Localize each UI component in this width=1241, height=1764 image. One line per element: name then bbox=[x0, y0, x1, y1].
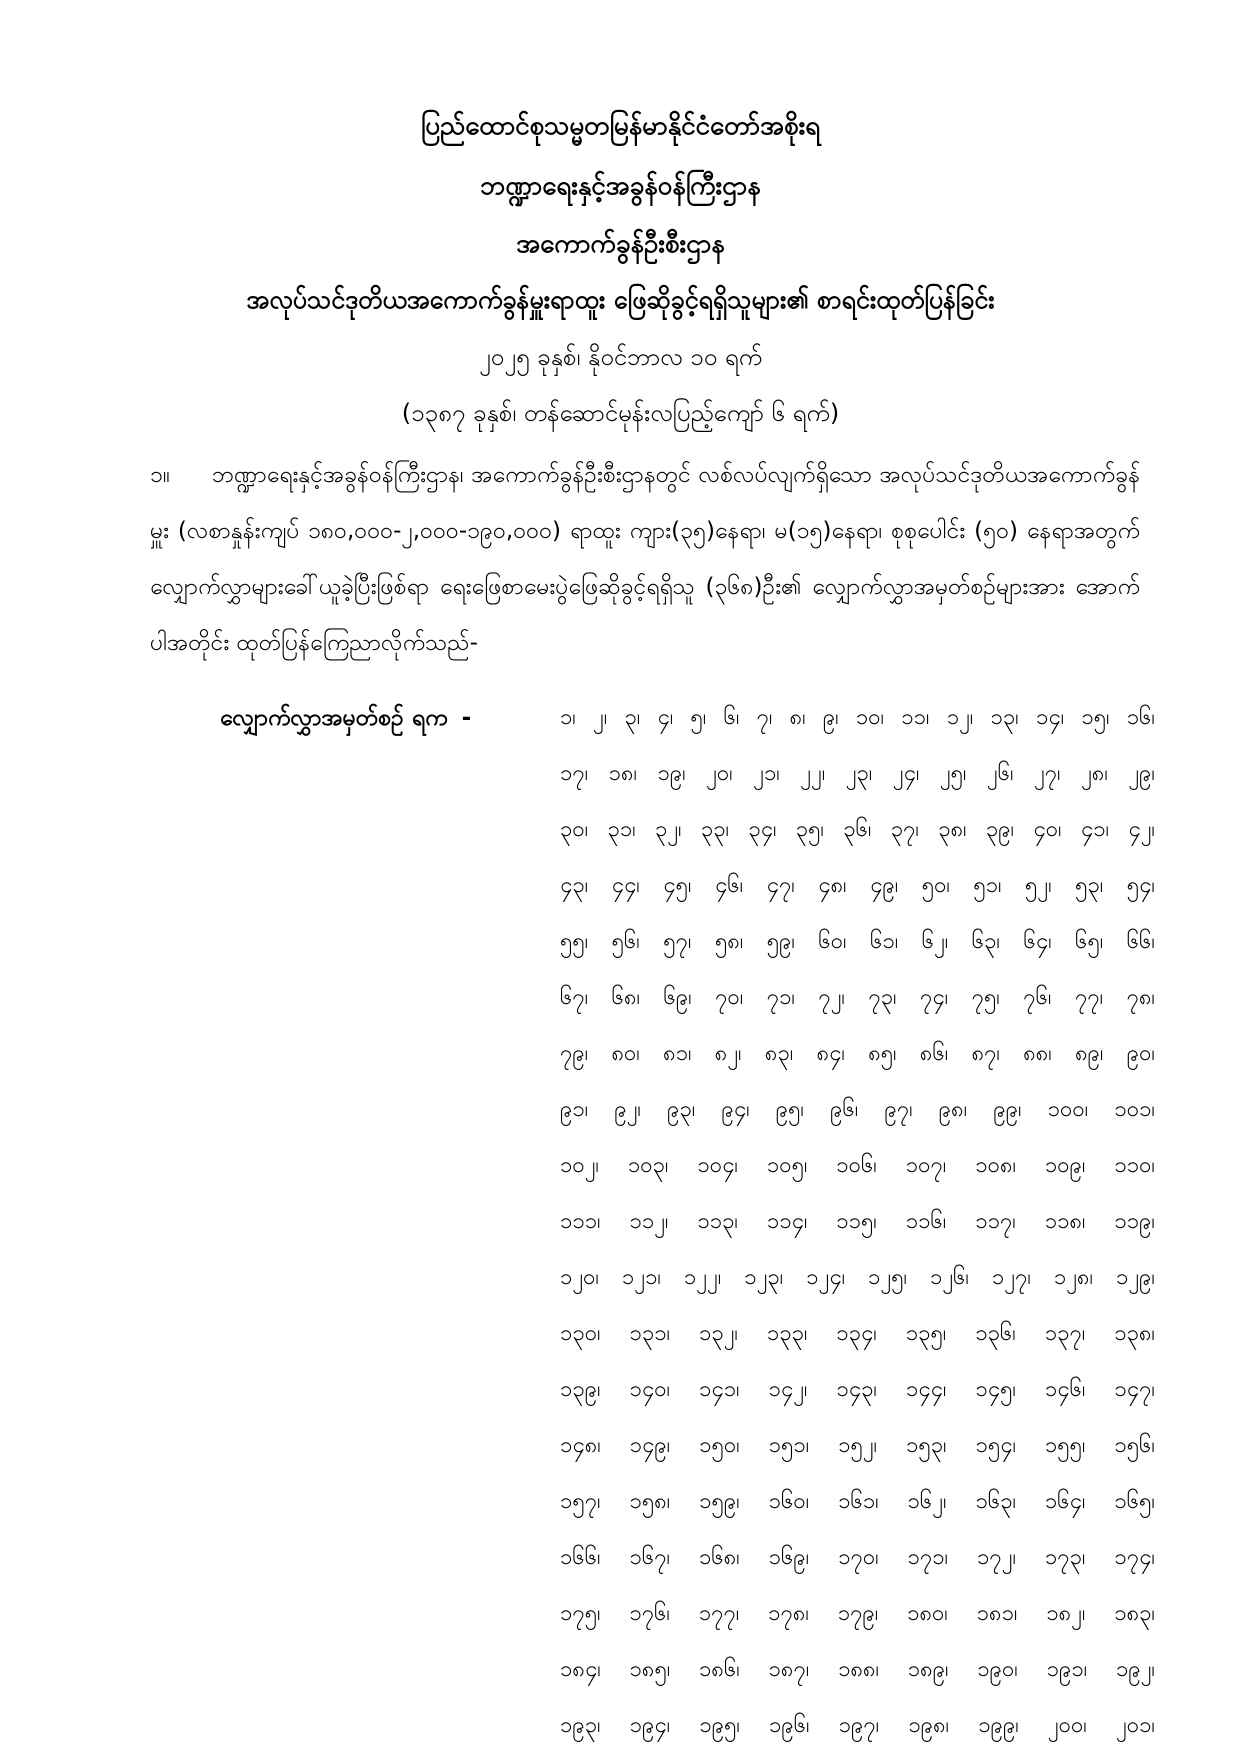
gregorian-date: ၂၀၂၅ ခုနှစ်၊ နိုဝင်ဘာလ ၁၀ ရက် bbox=[478, 343, 763, 371]
application-number-line: ၁၉၃၊ ၁၉၄၊ ၁၉၅၊ ၁၉၆၊ ၁၉၇၊ ၁၉၈၊ ၁၉၉၊ ၂၀၀၊ ၂၀၁၊ bbox=[560, 1713, 1155, 1738]
application-number-line: ၁၇၅၊ ၁၇၆၊ ၁၇၇၊ ၁၇၈၊ ၁၇၉၊ ၁၈၀၊ ၁၈၁၊ ၁၈၂၊ ၁၈၃၊ bbox=[560, 1601, 1155, 1626]
application-number-line: ၅၅၊ ၅၆၊ ၅၇၊ ၅၈၊ ၅၉၊ ၆၀၊ ၆၁၊ ၆၂၊ ၆၃၊ ၆၄၊ ၆၅၊ ၆၆၊ bbox=[560, 929, 1155, 954]
list-label-text: လျှောက်လွှာအမှတ်စဉ် ရက bbox=[220, 705, 448, 731]
application-number-line: ၁၊ ၂၊ ၃၊ ၄၊ ၅၊ ၆၊ ၇၊ ၈၊ ၉၊ ၁၀၊ ၁၁၊ ၁၂၊ ၁၃၊ ၁၄၊ ၁၅၊ ၁၆၊ bbox=[560, 705, 1155, 730]
application-number-line: ၄၃၊ ၄၄၊ ၄၅၊ ၄၆၊ ၄၇၊ ၄၈၊ ၄၉၊ ၅၀၊ ၅၁၊ ၅၂၊ ၅၃၊ ၅၄၊ bbox=[560, 873, 1155, 898]
paragraph-number: ၁။ bbox=[150, 462, 170, 488]
application-number-list bbox=[560, 700, 1155, 1764]
application-number-line: ၆၇၊ ၆၈၊ ၆၉၊ ၇၀၊ ၇၁၊ ၇၂၊ ၇၃၊ ၇၄၊ ၇၅၊ ၇၆၊ ၇၇၊ ၇၈၊ bbox=[560, 985, 1155, 1010]
ministry-title: ဘဏ္ဍာရေးနှင့်အခွန်ဝန်ကြီးဌာန bbox=[480, 171, 761, 201]
application-number-line: ၁၁၁၊ ၁၁၂၊ ၁၁၃၊ ၁၁၄၊ ၁၁၅၊ ၁၁၆၊ ၁၁၇၊ ၁၁၈၊ ၁၁၉၊ bbox=[560, 1209, 1155, 1234]
application-number-line: ၁၇၊ ၁၈၊ ၁၉၊ ၂၀၊ ၂၁၊ ၂၂၊ ၂၃၊ ၂၄၊ ၂၅၊ ၂၆၊ ၂၇၊ ၂၈၊ ၂၉၊ bbox=[560, 761, 1155, 786]
application-number-line: ၇၉၊ ၈၀၊ ၈၁၊ ၈၂၊ ၈၃၊ ၈၄၊ ၈၅၊ ၈၆၊ ၈၇၊ ၈၈၊ ၈၉၊ ၉၀၊ bbox=[560, 1041, 1155, 1066]
application-number-label bbox=[220, 700, 536, 736]
myanmar-date: (၁၃၈၇ ခုနှစ်၊ တန်ဆောင်မုန်းလပြည့်ကျော် ၆ ရက်) bbox=[401, 399, 840, 427]
application-number-line: ၁၆၆၊ ၁၆၇၊ ၁၆၈၊ ၁၆၉၊ ၁၇၀၊ ၁၇၁၊ ၁၇၂၊ ၁၇၃၊ ၁၇၄၊ bbox=[560, 1545, 1155, 1570]
application-number-line: ၁၃၀၊ ၁၃၁၊ ၁၃၂၊ ၁၃၃၊ ၁၃၄၊ ၁၃၅၊ ၁၃၆၊ ၁၃၇၊ ၁၃၈၊ bbox=[560, 1321, 1155, 1346]
paragraph-text: ဘဏ္ဍာရေးနှင့်အခွန်ဝန်ကြီးဌာန၊ အကောက်ခွန်ဦးစီးဌာနတွင် လစ်လပ်လျက်ရှိသော အလုပ်သင်ဒုတိယအကောက်ခွန်မှူး (လစာနှုန်းကျပ် ၁၈၀,၀၀၀-၂,၀၀၀-၁၉၀,၀၀၀) ရာထူး ကျား(၃၅)နေရာ၊ မ(၁၅)နေရာ၊ စုစုပေါင်း (၅၀) နေရာအတွက် လျှောက်လွှာများခေါ်ယူခဲ့ပြီးဖြစ်ရာ ရေးဖြေစာမေးပွဲဖြေဆိုခွင့်ရရှိသူ (၃၆၈)ဦး၏ လျှောက်လွှာအမှတ်စဉ်များအား အောက်ပါအတိုင်း ထုတ်ပြန်ကြေညာလိုက်သည်- bbox=[150, 462, 1140, 656]
application-number-line: ၁၃၉၊ ၁၄၀၊ ၁၄၁၊ ၁၄၂၊ ၁၄၃၊ ၁၄၄၊ ၁၄၅၊ ၁၄၆၊ ၁၄၇၊ bbox=[560, 1377, 1155, 1402]
application-number-line: ၁၀၂၊ ၁၀၃၊ ၁၀၄၊ ၁၀၅၊ ၁၀၆၊ ၁၀၇၊ ၁၀၈၊ ၁၀၉၊ ၁၁၀၊ bbox=[560, 1153, 1155, 1178]
application-number-line: ၃၀၊ ၃၁၊ ၃၂၊ ၃၃၊ ၃၄၊ ၃၅၊ ၃၆၊ ၃၇၊ ၃၈၊ ၃၉၊ ၄၀၊ ၄၁၊ ၄၂၊ bbox=[560, 817, 1155, 842]
application-number-line: ၁၅၇၊ ၁၅၈၊ ၁၅၉၊ ၁၆၀၊ ၁၆၁၊ ၁၆၂၊ ၁၆၃၊ ၁၆၄၊ ၁၆၅၊ bbox=[560, 1489, 1155, 1514]
application-number-line: ၁၈၄၊ ၁၈၅၊ ၁၈၆၊ ၁၈၇၊ ၁၈၈၊ ၁၈၉၊ ၁၉၀၊ ၁၉၁၊ ၁၉၂၊ bbox=[560, 1657, 1155, 1682]
application-number-line: ၁၂၀၊ ၁၂၁၊ ၁၂၂၊ ၁၂၃၊ ၁၂၄၊ ၁၂၅၊ ၁၂၆၊ ၁၂၇၊ ၁၂၈၊ ၁၂၉၊ bbox=[560, 1265, 1155, 1290]
application-number-line: ၁၄၈၊ ၁၄၉၊ ၁၅၀၊ ၁၅၁၊ ၁၅၂၊ ၁၅၃၊ ၁၅၄၊ ၁၅၅၊ ၁၅၆၊ bbox=[560, 1433, 1155, 1458]
list-label-dash: - bbox=[461, 705, 472, 731]
department-title: အကောက်ခွန်ဦးစီးဌာန bbox=[516, 229, 725, 259]
application-number-line: ၉၁၊ ၉၂၊ ၉၃၊ ၉၄၊ ၉၅၊ ၉၆၊ ၉၇၊ ၉၈၊ ၉၉၊ ၁၀၀၊ ၁၀၁၊ bbox=[560, 1097, 1155, 1122]
announcement-title: အလုပ်သင်ဒုတိယအကောက်ခွန်မှူးရာထူး ဖြေဆိုခွင့်ရရှိသူများ၏ စာရင်းထုတ်ပြန်ခြင်း bbox=[246, 285, 995, 314]
government-title: ပြည်ထောင်စုသမ္မတမြန်မာနိုင်ငံတော်အစိုးရ bbox=[420, 111, 821, 141]
announcement-paragraph bbox=[150, 447, 1140, 671]
